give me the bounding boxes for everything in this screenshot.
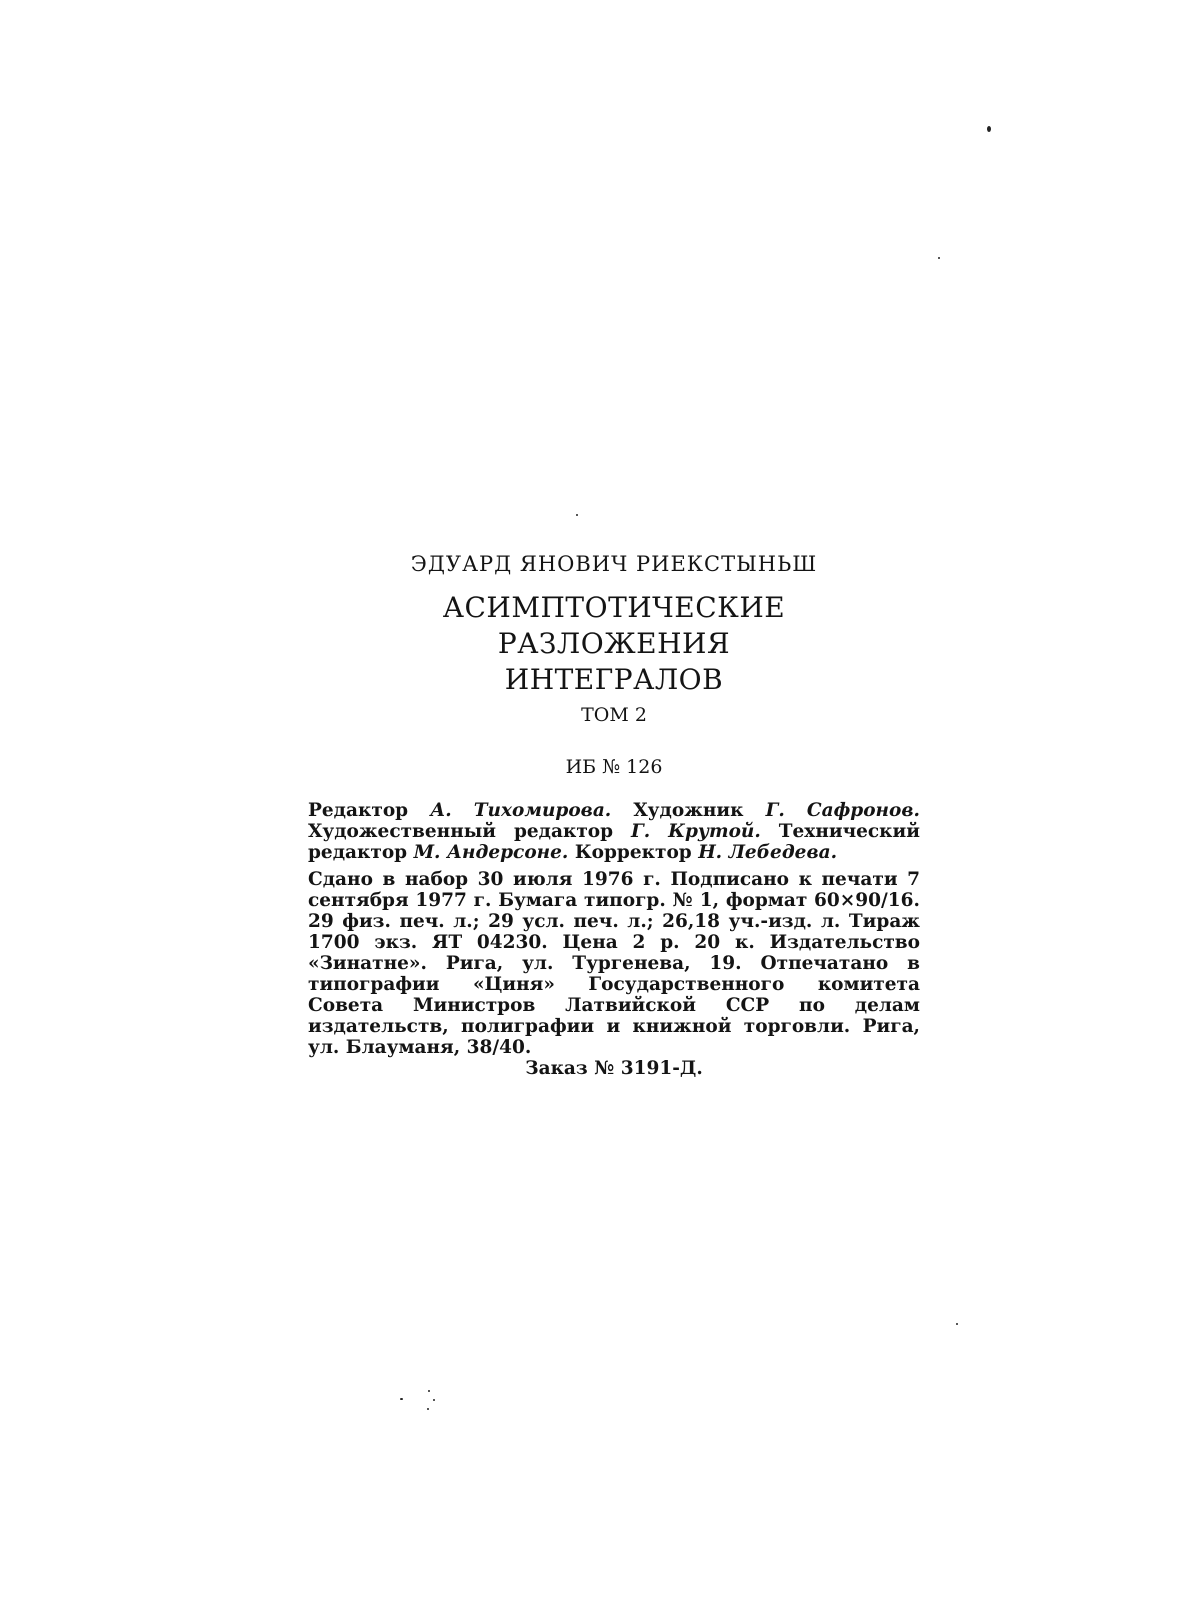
book-title xyxy=(308,590,920,698)
artist-label: Художник xyxy=(633,800,744,821)
order-number: Заказ № 3191-Д. xyxy=(525,1058,703,1079)
editor-name: А. Тихомирова. xyxy=(430,800,612,821)
scan-speck xyxy=(433,1399,435,1401)
ib-number: ИБ № 126 xyxy=(565,756,663,778)
title-line: ИНТЕГРАЛОВ xyxy=(504,663,724,696)
scan-speck xyxy=(938,257,940,259)
tech-editor-name: М. Андерсоне. xyxy=(413,842,569,863)
tech-editor-label: Технический редактор xyxy=(308,821,920,863)
artist-name: Г. Сафронов. xyxy=(765,800,920,821)
scan-speck xyxy=(427,1408,429,1410)
scan-speck xyxy=(956,1323,958,1325)
publication-details: Сдано в набор 30 июля 1976 г. Подписано к печати 7 сентября 1977 г. Бумага типогр. № 1, формат 60×90/16. 29 физ. печ. л.; 29 усл. печ. л.; 26,18 уч.-изд. л. Тираж 1700 экз. ЯТ 04230. Цена 2 р. 20 к. Издательство «Зинатне». Рига, ул. Тургенева, 19. Отпечатано в типографии «Циня» Государственного комитета Совета Министров Латвийской ССР по делам издательств, полиграфии и книжной торговли. Рига, ул. Блауманя, 38/40. xyxy=(308,869,920,1058)
author-name: ЭДУАРД ЯНОВИЧ РИЕКСТЫНЬШ xyxy=(410,552,818,576)
scan-speck xyxy=(400,1398,403,1400)
proofreader-name: Н. Лебедева. xyxy=(698,842,838,863)
art-editor-label: Художественный редактор xyxy=(308,821,614,842)
credits-paragraph xyxy=(308,800,920,863)
volume-number: ТОМ 2 xyxy=(581,704,647,726)
art-editor-name: Г. Крутой. xyxy=(631,821,761,842)
proofreader-label: Корректор xyxy=(574,842,692,863)
title-line: АСИМПТОТИЧЕСКИЕ xyxy=(442,591,786,624)
scan-speck xyxy=(576,514,578,516)
scan-speck xyxy=(987,126,991,132)
title-line: РАЗЛОЖЕНИЯ xyxy=(497,627,731,660)
imprint-block xyxy=(308,552,920,1080)
scan-speck xyxy=(428,1390,430,1392)
editor-label: Редактор xyxy=(308,800,409,821)
